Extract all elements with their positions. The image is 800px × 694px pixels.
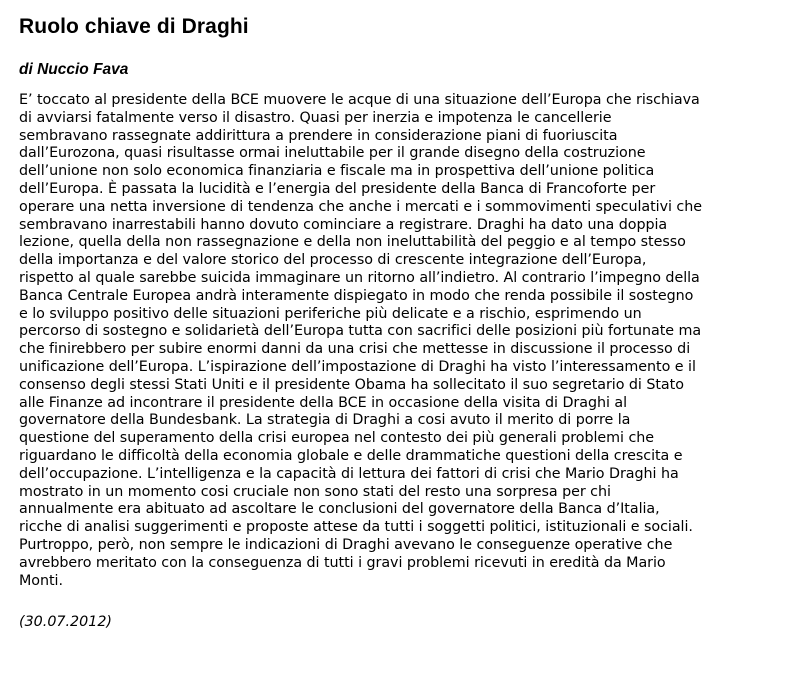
body-line: dell’unione non solo economica finanziaria e fiscale ma in prospettiva dell’unione politica xyxy=(19,163,655,180)
body-line: avrebbero meritato con la conseguenza di tutti i gravi problemi ricevuti in eredità da Mario xyxy=(19,554,666,571)
article-title: Ruolo chiave di Draghi xyxy=(19,15,249,38)
body-line: annualmente era abituato ad ascoltare le conclusioni del governatore della Banca d’Italia, xyxy=(19,501,660,518)
body-line: sembravano rassegnate addirittura a prendere in considerazione piani di fuoriuscita xyxy=(19,127,618,144)
body-line: alle Finanze ad incontrare il presidente della BCE in occasione della visita di Draghi al xyxy=(19,394,628,411)
body-line: operare una netta inversione di tendenza che anche i mercati e i sommovimenti speculativi che xyxy=(19,198,702,215)
body-line: riguardano le difficoltà della economia globale e delle drammatiche questioni della crescita e xyxy=(19,447,683,464)
body-line: e lo sviluppo positivo delle situazioni periferiche più delicate e a rischio, esprimendo un xyxy=(19,305,642,322)
article-byline: di Nuccio Fava xyxy=(19,61,129,78)
body-line: di avviarsi fatalmente verso il disastro. Quasi per inerzia e impotenza le cancellerie xyxy=(19,109,612,126)
article xyxy=(19,14,787,631)
body-line: Monti. xyxy=(19,572,63,589)
article-date: (30.07.2012) xyxy=(19,614,113,631)
body-line: che finirebbero per subire enormi danni da una crisi che mettesse in discussione il processo di xyxy=(19,341,691,358)
body-line: Banca Centrale Europea andrà interamente dispiegato in modo che renda possibile il sostegno xyxy=(19,287,694,304)
body-line: sembravano inarrestabili hanno dovuto cominciare a registrare. Draghi ha dato una doppia xyxy=(19,216,668,233)
body-line: questione del superamento della crisi europea nel contesto dei più generali problemi che xyxy=(19,430,655,447)
body-line: consenso degli stessi Stati Uniti e il presidente Obama ha sollecitato il suo segretario di Stato xyxy=(19,376,684,393)
body-line: E’ toccato al presidente della BCE muovere le acque di una situazione dell’Europa che rischiava xyxy=(19,92,700,108)
body-line: dall’Eurozona, quasi risultasse ormai ineluttabile per il grande disegno della costruzione xyxy=(19,145,646,162)
body-line: rispetto al quale sarebbe suicida immaginare un ritorno all’indietro. Al contrario l’impegno della xyxy=(19,269,700,286)
body-line: dell’Europa. È passata la lucidità e l’energia del presidente della Banca di Francoforte per xyxy=(19,180,656,197)
body-line: lezione, quella della non rassegnazione e della non ineluttabilità del peggio e al tempo stesso xyxy=(19,234,686,251)
body-line: dell’occupazione. L’intelligenza e la capacità di lettura dei fattori di crisi che Mario Draghi ha xyxy=(19,465,679,482)
body-line: Purtroppo, però, non sempre le indicazioni di Draghi avevano le conseguenze operative che xyxy=(19,536,673,553)
body-line: percorso di sostegno e solidarietà dell’Europa tutta con sacrifici delle posizioni più fortunate ma xyxy=(19,323,702,340)
body-line: governatore della Bundesbank. La strategia di Draghi a cosi avuto il merito di porre la xyxy=(19,412,631,429)
body-line: unificazione dell’Europa. L’ispirazione dell’impostazione di Draghi ha visto l’interessamento e il xyxy=(19,358,696,375)
body-line: mostrato in un momento cosi cruciale non sono stati del resto una sorpresa per chi xyxy=(19,483,611,500)
article-body xyxy=(19,92,787,590)
body-line: della importanza e del valore storico del processo di crescente integrazione dell’Europa, xyxy=(19,252,647,269)
body-line: ricche di analisi suggerimenti e proposte attese da tutti i soggetti politici, istituzionali e sociali. xyxy=(19,519,693,536)
